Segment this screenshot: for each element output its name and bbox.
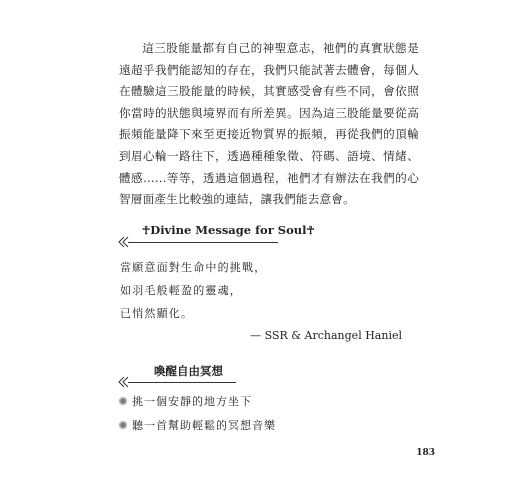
body-paragraph: [119, 38, 419, 211]
divine-heading-title: [142, 223, 315, 237]
meditation-heading-title: 喚醒自由冥想: [154, 364, 223, 378]
list-item-text: 挑一個安靜的地方坐下: [132, 395, 252, 408]
message-line: 已悄然顯化。: [120, 307, 194, 320]
list-item: [119, 417, 276, 433]
heading-rule: [128, 382, 236, 383]
meditation-heading: [118, 366, 236, 388]
message-line: 如羽毛般輕盈的靈魂，: [120, 284, 242, 297]
heading-rule: [128, 242, 278, 243]
message-line: 當願意面對生命中的挑戰，: [120, 261, 267, 274]
bullet-icon: [119, 397, 127, 405]
signature: — SSR & Archangel Haniel: [250, 329, 402, 342]
page-number: 183: [416, 448, 435, 458]
paragraph-text: 這三股能量都有自己的神聖意志，祂們的真實狀態是遠超乎我們能認知的存在，我們只能試著去體會，每個人在體驗這三股能量的時候，其實感受會有些不同，會依照你當時的狀態與境界而有所差異。因為這三股能量要從高振頻能量降下來至更接近物質界的振頻，再從我們的頂輪到眉心輪一路往下，透過種種象徵、符碼、語境、情緒、體感……等等，透過這個過程，祂們才有辦法在我們的心智層面產生比較強的連結，讓我們能去意會。: [119, 41, 419, 207]
list-item: [119, 393, 252, 409]
ankh-icon: ☥: [142, 224, 151, 237]
divine-message-heading: [118, 223, 315, 248]
bullet-icon: [119, 421, 127, 429]
ankh-icon: ☥: [306, 224, 315, 237]
list-item-text: 聽一首幫助輕鬆的冥想音樂: [132, 419, 276, 432]
divine-title-text: Divine Message for Soul: [150, 223, 307, 237]
